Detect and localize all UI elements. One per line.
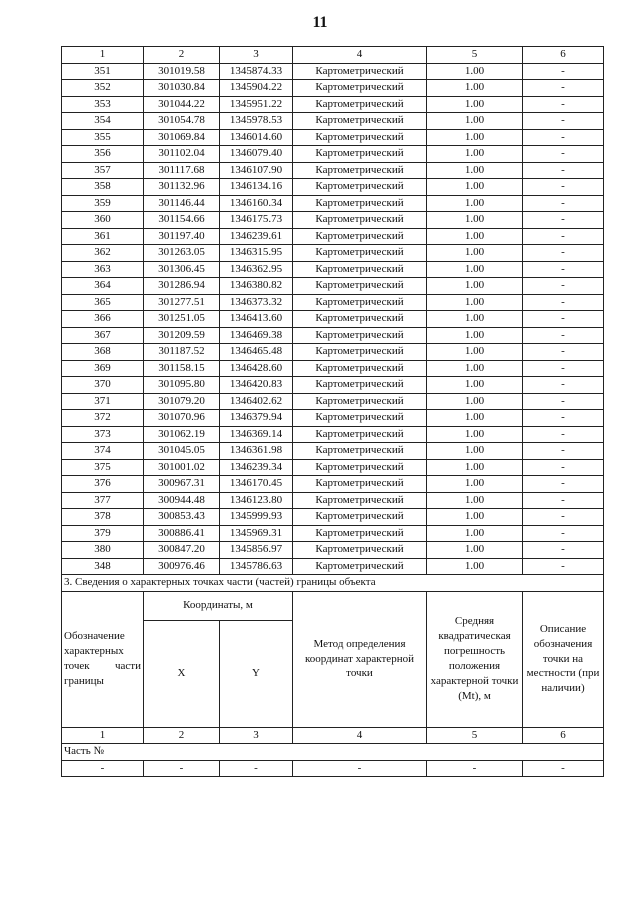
method: Картометрический	[293, 195, 427, 212]
coord-y: 1346134.16	[220, 179, 293, 196]
column-number: 4	[293, 727, 427, 744]
description: -	[523, 476, 604, 493]
coord-y: 1346380.82	[220, 278, 293, 295]
coord-x: 301132.96	[144, 179, 220, 196]
coord-x: 301030.84	[144, 80, 220, 97]
point-number: 364	[62, 278, 144, 295]
coord-x: 301079.20	[144, 393, 220, 410]
column-number: 3	[220, 727, 293, 744]
description: -	[523, 212, 604, 229]
method: Картометрический	[293, 261, 427, 278]
part-label: Часть №	[62, 744, 604, 761]
coord-x: 301197.40	[144, 228, 220, 245]
table-row	[62, 278, 604, 295]
method: Картометрический	[293, 492, 427, 509]
method: Картометрический	[293, 377, 427, 394]
part-label-row	[62, 744, 604, 761]
accuracy: 1.00	[427, 278, 523, 295]
coord-x: 300976.46	[144, 558, 220, 575]
point-number: 348	[62, 558, 144, 575]
coord-x: 300886.41	[144, 525, 220, 542]
point-number: 355	[62, 129, 144, 146]
column-number: 6	[523, 727, 604, 744]
empty-cell: -	[220, 760, 293, 777]
table-row	[62, 443, 604, 460]
method: Картометрический	[293, 558, 427, 575]
description: -	[523, 278, 604, 295]
section-3-title-row	[62, 575, 604, 592]
description: -	[523, 525, 604, 542]
description: -	[523, 410, 604, 427]
table-row	[62, 96, 604, 113]
accuracy: 1.00	[427, 476, 523, 493]
point-number: 361	[62, 228, 144, 245]
description: -	[523, 393, 604, 410]
point-number: 374	[62, 443, 144, 460]
table-row	[62, 558, 604, 575]
table-row	[62, 509, 604, 526]
coord-x: 301045.05	[144, 443, 220, 460]
coord-x: 301117.68	[144, 162, 220, 179]
accuracy: 1.00	[427, 410, 523, 427]
accuracy: 1.00	[427, 195, 523, 212]
table-row	[62, 261, 604, 278]
point-number: 367	[62, 327, 144, 344]
coord-x: 301187.52	[144, 344, 220, 361]
table-row	[62, 212, 604, 229]
description: -	[523, 228, 604, 245]
coord-x: 300944.48	[144, 492, 220, 509]
header-point-designation: Обозначение характерных точек части границы	[62, 591, 144, 727]
header-x: X	[144, 620, 220, 727]
table-row	[62, 80, 604, 97]
column-number: 5	[427, 47, 523, 64]
description: -	[523, 377, 604, 394]
method: Картометрический	[293, 360, 427, 377]
point-number: 372	[62, 410, 144, 427]
section-3-empty-row	[62, 760, 604, 777]
coord-y: 1346469.38	[220, 327, 293, 344]
column-number: 1	[62, 727, 144, 744]
point-number: 363	[62, 261, 144, 278]
method: Картометрический	[293, 113, 427, 130]
method: Картометрический	[293, 476, 427, 493]
method: Картометрический	[293, 509, 427, 526]
coord-x: 300847.20	[144, 542, 220, 559]
coord-y: 1345874.33	[220, 63, 293, 80]
point-number: 354	[62, 113, 144, 130]
description: -	[523, 162, 604, 179]
point-number: 380	[62, 542, 144, 559]
table-row	[62, 410, 604, 427]
table-row	[62, 344, 604, 361]
column-number: 5	[427, 727, 523, 744]
coord-y: 1345978.53	[220, 113, 293, 130]
coord-x: 301146.44	[144, 195, 220, 212]
coord-y: 1346420.83	[220, 377, 293, 394]
table-row	[62, 459, 604, 476]
description: -	[523, 542, 604, 559]
coord-x: 300967.31	[144, 476, 220, 493]
coord-y: 1346373.32	[220, 294, 293, 311]
description: -	[523, 492, 604, 509]
table-row	[62, 525, 604, 542]
description: -	[523, 327, 604, 344]
table-row	[62, 327, 604, 344]
header-y: Y	[220, 620, 293, 727]
accuracy: 1.00	[427, 245, 523, 262]
description: -	[523, 509, 604, 526]
accuracy: 1.00	[427, 525, 523, 542]
accuracy: 1.00	[427, 179, 523, 196]
accuracy: 1.00	[427, 393, 523, 410]
table-row	[62, 476, 604, 493]
method: Картометрический	[293, 459, 427, 476]
accuracy: 1.00	[427, 212, 523, 229]
coord-y: 1346170.45	[220, 476, 293, 493]
table-row	[62, 195, 604, 212]
description: -	[523, 344, 604, 361]
accuracy: 1.00	[427, 261, 523, 278]
method: Картометрический	[293, 80, 427, 97]
column-number: 2	[144, 47, 220, 64]
description: -	[523, 195, 604, 212]
table-row	[62, 542, 604, 559]
accuracy: 1.00	[427, 377, 523, 394]
empty-cell: -	[293, 760, 427, 777]
coord-y: 1346160.34	[220, 195, 293, 212]
coord-y: 1346362.95	[220, 261, 293, 278]
description: -	[523, 426, 604, 443]
table-row	[62, 360, 604, 377]
description: -	[523, 261, 604, 278]
accuracy: 1.00	[427, 426, 523, 443]
header-method: Метод определения координат характерной точки	[293, 591, 427, 727]
column-number: 6	[523, 47, 604, 64]
accuracy: 1.00	[427, 509, 523, 526]
accuracy: 1.00	[427, 96, 523, 113]
coord-y: 1345904.22	[220, 80, 293, 97]
section-3-header-row	[62, 591, 604, 620]
point-number: 377	[62, 492, 144, 509]
coord-x: 301019.58	[144, 63, 220, 80]
description: -	[523, 360, 604, 377]
coord-x: 301044.22	[144, 96, 220, 113]
method: Картометрический	[293, 228, 427, 245]
coord-y: 1346014.60	[220, 129, 293, 146]
accuracy: 1.00	[427, 162, 523, 179]
table-row	[62, 294, 604, 311]
coord-x: 301001.02	[144, 459, 220, 476]
column-number: 4	[293, 47, 427, 64]
coord-y: 1345786.63	[220, 558, 293, 575]
point-number: 351	[62, 63, 144, 80]
description: -	[523, 558, 604, 575]
table-row	[62, 162, 604, 179]
coord-y: 1345951.22	[220, 96, 293, 113]
point-number: 365	[62, 294, 144, 311]
header-description: Описание обозначения точки на местности (при наличии)	[523, 591, 604, 727]
description: -	[523, 146, 604, 163]
table-row	[62, 393, 604, 410]
method: Картометрический	[293, 245, 427, 262]
accuracy: 1.00	[427, 63, 523, 80]
coord-y: 1346465.48	[220, 344, 293, 361]
header-accuracy: Средняя квадратическая погрешность положения характерной точки (Mt), м	[427, 591, 523, 727]
table-row	[62, 179, 604, 196]
point-number: 356	[62, 146, 144, 163]
table-row	[62, 245, 604, 262]
boundary-points-table	[61, 46, 604, 777]
coord-x: 301069.84	[144, 129, 220, 146]
method: Картометрический	[293, 179, 427, 196]
coord-x: 301286.94	[144, 278, 220, 295]
coord-x: 301306.45	[144, 261, 220, 278]
coord-y: 1345999.93	[220, 509, 293, 526]
coord-y: 1346315.95	[220, 245, 293, 262]
method: Картометрический	[293, 311, 427, 328]
accuracy: 1.00	[427, 311, 523, 328]
accuracy: 1.00	[427, 492, 523, 509]
coord-y: 1346413.60	[220, 311, 293, 328]
method: Картометрический	[293, 294, 427, 311]
coord-x: 301062.19	[144, 426, 220, 443]
method: Картометрический	[293, 443, 427, 460]
coord-y: 1346123.80	[220, 492, 293, 509]
coord-x: 301209.59	[144, 327, 220, 344]
accuracy: 1.00	[427, 294, 523, 311]
empty-cell: -	[523, 760, 604, 777]
point-number: 359	[62, 195, 144, 212]
table-row	[62, 311, 604, 328]
method: Картометрический	[293, 129, 427, 146]
method: Картометрический	[293, 278, 427, 295]
point-number: 373	[62, 426, 144, 443]
description: -	[523, 63, 604, 80]
point-number: 376	[62, 476, 144, 493]
point-number: 366	[62, 311, 144, 328]
coord-x: 301158.15	[144, 360, 220, 377]
point-number: 357	[62, 162, 144, 179]
coord-y: 1346239.61	[220, 228, 293, 245]
description: -	[523, 113, 604, 130]
coord-x: 301070.96	[144, 410, 220, 427]
header-coordinates: Координаты, м	[144, 591, 293, 620]
table-row	[62, 113, 604, 130]
point-number: 360	[62, 212, 144, 229]
column-number: 3	[220, 47, 293, 64]
coord-y: 1346107.90	[220, 162, 293, 179]
accuracy: 1.00	[427, 113, 523, 130]
point-number: 353	[62, 96, 144, 113]
table-row	[62, 377, 604, 394]
coord-y: 1346175.73	[220, 212, 293, 229]
coord-y: 1346079.40	[220, 146, 293, 163]
accuracy: 1.00	[427, 327, 523, 344]
description: -	[523, 311, 604, 328]
method: Картометрический	[293, 146, 427, 163]
coord-x: 301095.80	[144, 377, 220, 394]
table-row	[62, 146, 604, 163]
point-number: 368	[62, 344, 144, 361]
coord-x: 301251.05	[144, 311, 220, 328]
section-3-title: 3. Сведения о характерных точках части (частей) границы объекта	[62, 575, 604, 592]
section-3-column-number-row	[62, 727, 604, 744]
coord-y: 1346379.94	[220, 410, 293, 427]
column-number: 2	[144, 727, 220, 744]
method: Картометрический	[293, 162, 427, 179]
point-number: 358	[62, 179, 144, 196]
coord-x: 301102.04	[144, 146, 220, 163]
accuracy: 1.00	[427, 80, 523, 97]
accuracy: 1.00	[427, 459, 523, 476]
accuracy: 1.00	[427, 558, 523, 575]
column-number-row	[62, 47, 604, 64]
coord-y: 1346369.14	[220, 426, 293, 443]
coord-y: 1346428.60	[220, 360, 293, 377]
point-number: 352	[62, 80, 144, 97]
coord-x: 301263.05	[144, 245, 220, 262]
point-number: 379	[62, 525, 144, 542]
coord-y: 1346402.62	[220, 393, 293, 410]
point-number: 362	[62, 245, 144, 262]
description: -	[523, 80, 604, 97]
point-number: 370	[62, 377, 144, 394]
table-row	[62, 63, 604, 80]
table-row	[62, 228, 604, 245]
table-row	[62, 426, 604, 443]
method: Картометрический	[293, 344, 427, 361]
accuracy: 1.00	[427, 344, 523, 361]
description: -	[523, 245, 604, 262]
description: -	[523, 459, 604, 476]
point-number: 369	[62, 360, 144, 377]
column-number: 1	[62, 47, 144, 64]
table-row	[62, 129, 604, 146]
coord-y: 1346239.34	[220, 459, 293, 476]
coord-x: 300853.43	[144, 509, 220, 526]
table-row	[62, 492, 604, 509]
empty-cell: -	[62, 760, 144, 777]
description: -	[523, 129, 604, 146]
page-number: 11	[312, 14, 328, 31]
method: Картометрический	[293, 327, 427, 344]
point-number: 375	[62, 459, 144, 476]
point-number: 371	[62, 393, 144, 410]
empty-cell: -	[427, 760, 523, 777]
method: Картометрический	[293, 525, 427, 542]
accuracy: 1.00	[427, 228, 523, 245]
coord-y: 1345856.97	[220, 542, 293, 559]
accuracy: 1.00	[427, 146, 523, 163]
method: Картометрический	[293, 426, 427, 443]
empty-cell: -	[144, 760, 220, 777]
description: -	[523, 96, 604, 113]
coord-x: 301054.78	[144, 113, 220, 130]
point-number: 378	[62, 509, 144, 526]
method: Картометрический	[293, 410, 427, 427]
accuracy: 1.00	[427, 443, 523, 460]
accuracy: 1.00	[427, 360, 523, 377]
coord-y: 1345969.31	[220, 525, 293, 542]
coord-y: 1346361.98	[220, 443, 293, 460]
accuracy: 1.00	[427, 129, 523, 146]
accuracy: 1.00	[427, 542, 523, 559]
method: Картометрический	[293, 96, 427, 113]
coord-x: 301154.66	[144, 212, 220, 229]
description: -	[523, 294, 604, 311]
method: Картометрический	[293, 542, 427, 559]
method: Картометрический	[293, 212, 427, 229]
description: -	[523, 443, 604, 460]
method: Картометрический	[293, 63, 427, 80]
description: -	[523, 179, 604, 196]
coord-x: 301277.51	[144, 294, 220, 311]
method: Картометрический	[293, 393, 427, 410]
